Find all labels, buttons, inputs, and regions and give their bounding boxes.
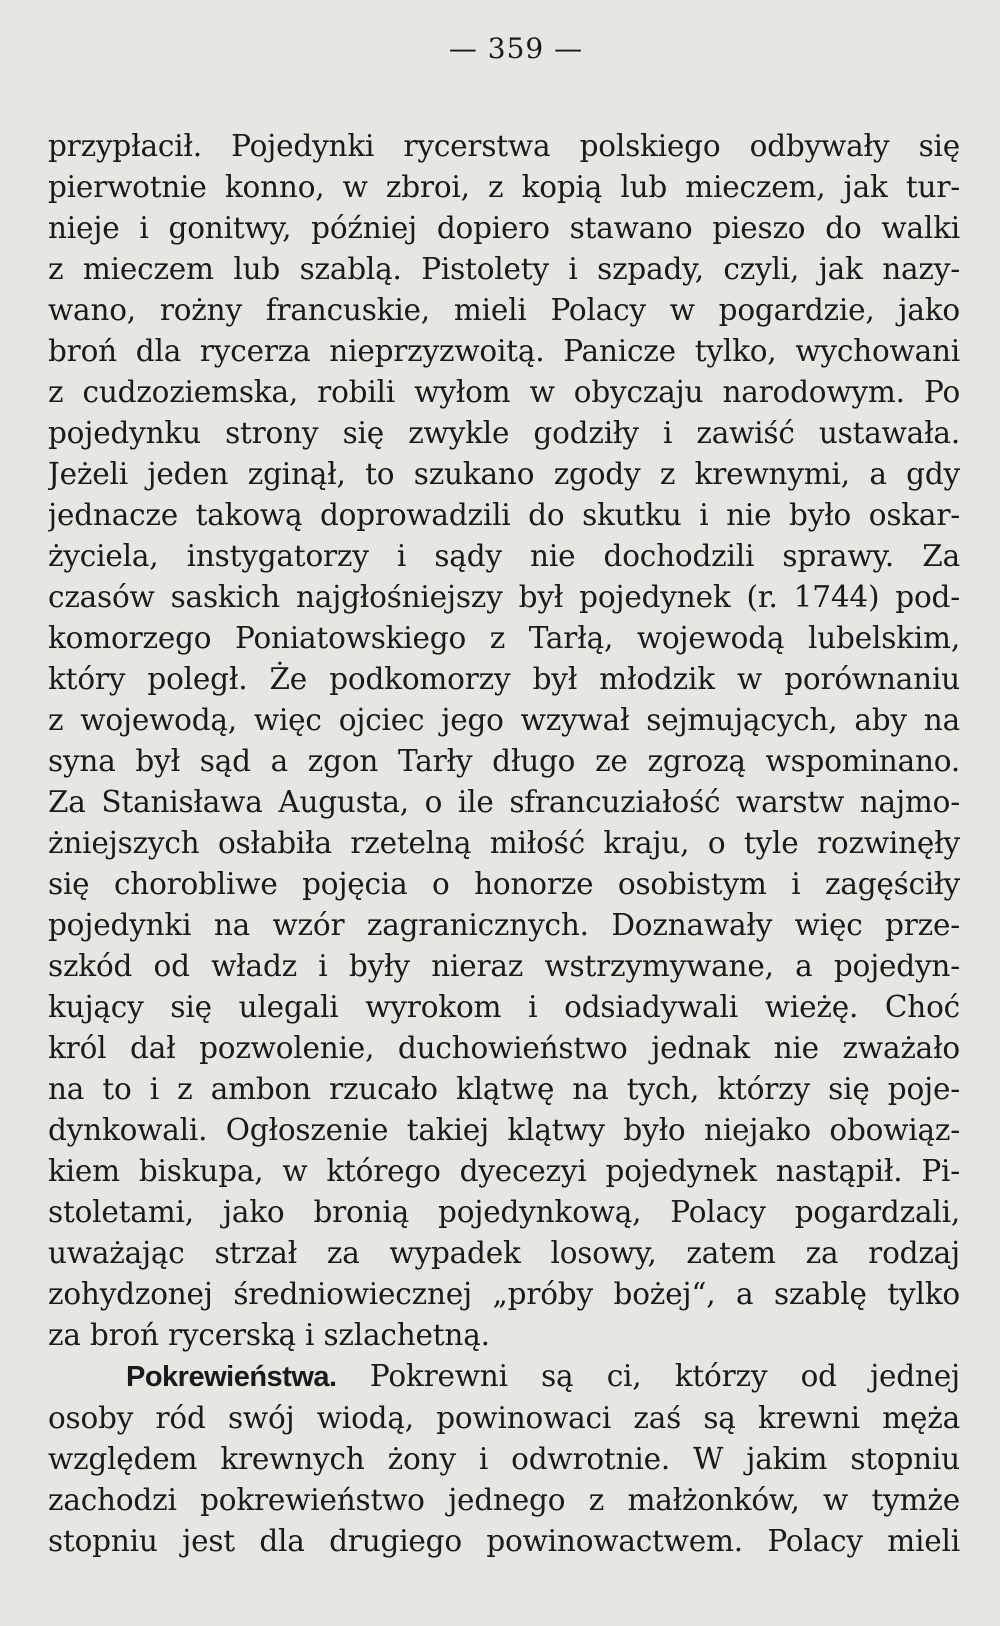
text-line: pojedynku strony się zwykle godziły i zawiść ustawała. bbox=[48, 416, 960, 450]
text-line: na to i z ambon rzucało klątwę na tych, którzy się poje- bbox=[48, 1072, 960, 1106]
text-line: stopniu jest dla drugiego powinowactwem. Polacy mieli bbox=[48, 1524, 960, 1558]
text-line: broń dla rycerza nieprzyzwoitą. Panicze tylko, wychowani bbox=[48, 334, 960, 368]
text-line: się chorobliwe pojęcia o honorze osobistym i zagęściły bbox=[48, 867, 960, 901]
text-line: jednacze takową doprowadzili do skutku i nie było oskar- bbox=[48, 498, 960, 532]
text-line: zohydzonej średniowiecznej „próby bożej“, a szablę tylko bbox=[48, 1277, 960, 1311]
text-line-rest: Pokrewni są ci, którzy od jednej bbox=[369, 1359, 960, 1393]
text-line: żniejszych osłabiła rzetelną miłość kraju, o tyle rozwinęły bbox=[48, 826, 960, 860]
text-line: za broń rycerską i szlachetną. bbox=[48, 1318, 490, 1352]
text-line: syna był sąd a zgon Tarły długo ze zgrozą wspominano. bbox=[48, 744, 960, 778]
text-line: osoby ród swój wiodą, powinowaci zaś są krewni męża bbox=[48, 1401, 960, 1435]
text-line: życiela, instygatorzy i sądy nie dochodzili sprawy. Za bbox=[48, 539, 960, 573]
text-line: nieje i gonitwy, później dopiero stawano pieszo do walki bbox=[48, 211, 960, 245]
text-line: z wojewodą, więc ojciec jego wzywał sejmujących, aby na bbox=[48, 703, 960, 737]
paragraph-pokrewienstwa bbox=[48, 1356, 960, 1562]
text-line: względem krewnych żony i odwrotnie. W jakim stopniu bbox=[48, 1442, 960, 1476]
text-line: uważając strzał za wypadek losowy, zatem za rodzaj bbox=[48, 1236, 960, 1270]
text-line: Jeżeli jeden zginął, to szukano zgody z krewnymi, a gdy bbox=[48, 457, 960, 491]
text-line: król dał pozwolenie, duchowieństwo jednak nie zważało bbox=[48, 1031, 960, 1065]
text-line-with-term bbox=[48, 1356, 960, 1398]
text-line: wano, rożny francuskie, mieli Polacy w pogardzie, jako bbox=[48, 293, 960, 327]
entry-term: Pokrewieństwa. bbox=[126, 1361, 337, 1393]
text-line: kiem biskupa, w którego dyecezyi pojedynek nastąpił. Pi- bbox=[48, 1154, 960, 1188]
text-line: z cudzoziemska, robili wyłom w obyczaju narodowym. Po bbox=[48, 375, 960, 409]
paragraph-pojedynki bbox=[48, 126, 960, 1356]
text-line: zachodzi pokrewieństwo jednego z małżonków, w tymże bbox=[48, 1483, 960, 1517]
text-line: kujący się ulegali wyrokom i odsiadywali wieżę. Choć bbox=[48, 990, 960, 1024]
text-line: komorzego Poniatowskiego z Tarłą, wojewodą lubelskim, bbox=[48, 621, 960, 655]
text-line: szkód od władz i były nieraz wstrzymywane, a pojedyn- bbox=[48, 949, 960, 983]
text-line: pierwotnie konno, w zbroi, z kopią lub mieczem, jak tur- bbox=[48, 170, 960, 204]
text-line: pojedynki na wzór zagranicznych. Doznawały więc prze- bbox=[48, 908, 960, 942]
text-line: z mieczem lub szablą. Pistolety i szpady, czyli, jak nazy- bbox=[48, 252, 960, 286]
text-line: czasów saskich najgłośniejszy był pojedynek (r. 1744) pod- bbox=[48, 580, 960, 614]
text-line: który poległ. Że podkomorzy był młodzik w porównaniu bbox=[48, 662, 960, 696]
text-line: przypłacił. Pojedynki rycerstwa polskiego odbywały się bbox=[48, 129, 960, 163]
text-line: Za Stanisława Augusta, o ile sfrancuziałość warstw najmo- bbox=[48, 785, 960, 819]
text-line: stoletami, jako bronią pojedynkową, Polacy pogardzali, bbox=[48, 1195, 960, 1229]
text-line: dynkowali. Ogłoszenie takiej klątwy było niejako obowiąz- bbox=[48, 1113, 960, 1147]
page-number: — 359 — bbox=[448, 32, 584, 65]
